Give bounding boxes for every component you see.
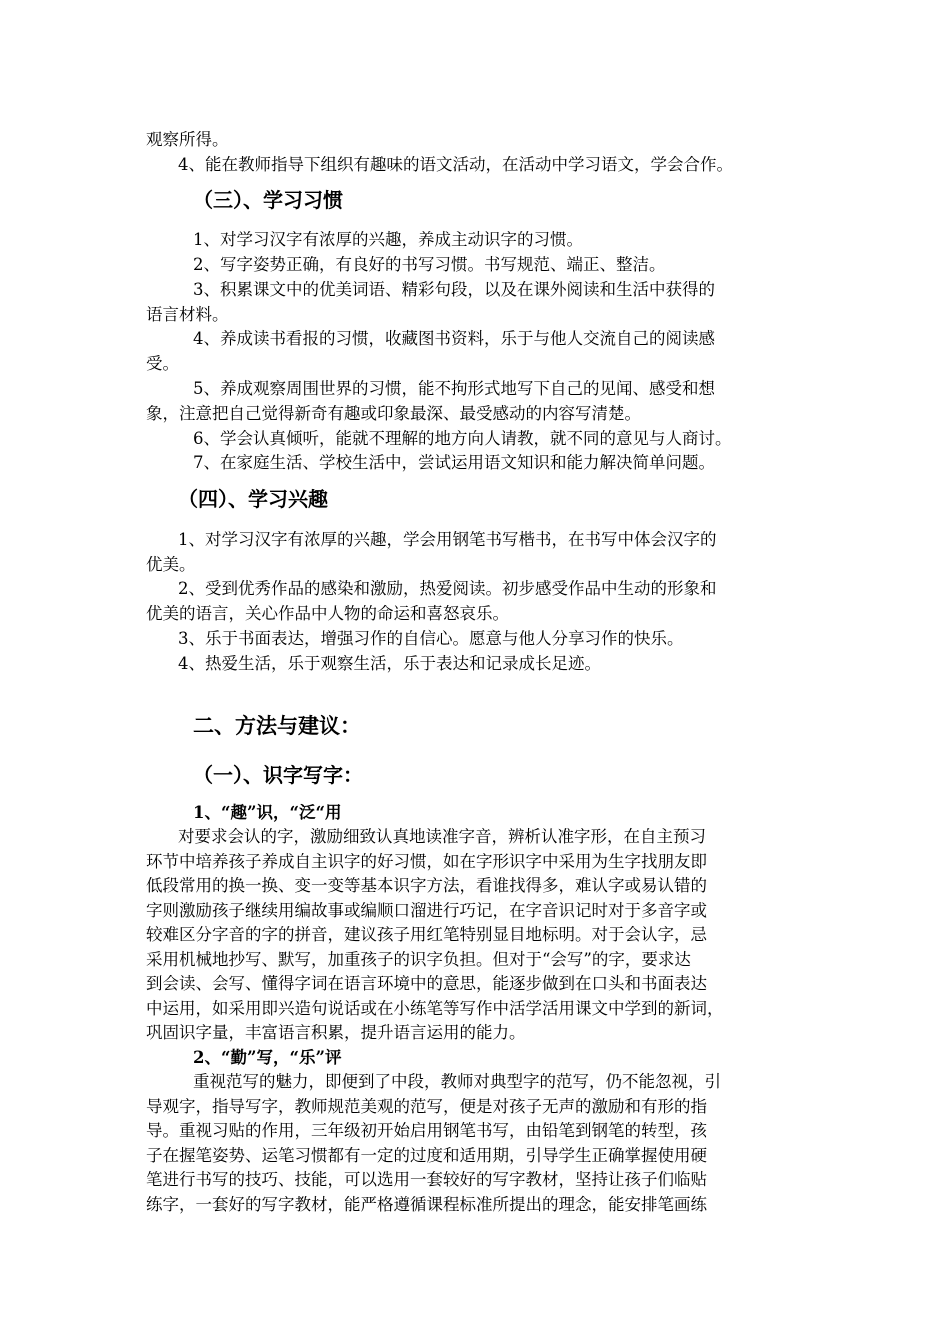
text-line: 优美的语言，关心作品中人物的命运和喜怒哀乐。: [146, 604, 509, 623]
text-line: 导观字，指导写字，教师规范美观的范写，便是对孩子无声的激励和有形的指: [146, 1097, 707, 1116]
text-line: 巩固识字量，丰富语言积累，提升语言运用的能力。: [146, 1023, 526, 1042]
text-line: 练字，一套好的写字教材，能严格遵循课程标准所提出的理念，能安排笔画练: [146, 1195, 707, 1214]
text-line: 4、热爱生活，乐于观察生活，乐于表达和记录成长足迹。: [178, 654, 601, 673]
text-line: 2、受到优秀作品的感染和激励，热爱阅读。初步感受作品中生动的形象和: [178, 579, 717, 598]
subsection-heading: 2、“勤”写，“乐”评: [193, 1048, 342, 1067]
text-line: 优美。: [146, 555, 196, 574]
text-line: 较难区分字音的字的拼音，建议孩子用红笔特别显目地标明。对于会认字，忌: [146, 925, 707, 944]
text-line: 导。重视习贴的作用，三年级初开始启用钢笔书写，由铅笔到钢笔的转型，孩: [146, 1121, 707, 1140]
text-line: 笔进行书写的技巧、技能，可以选用一套较好的写字教材，坚持让孩子们临贴: [146, 1170, 707, 1189]
text-line: 中运用，如采用即兴造句说话或在小练笔等写作中活学活用课文中学到的新词，: [146, 999, 724, 1018]
text-line: 4、能在教师指导下组织有趣味的语文活动，在活动中学习语文，学会合作。: [178, 155, 733, 174]
text-line: 语言材料。: [146, 305, 229, 324]
text-line: 4、养成读书看报的习惯，收藏图书资料，乐于与他人交流自己的阅读感: [193, 329, 715, 348]
subsection-heading: 1、“趣”识，“泛“用: [193, 803, 342, 822]
text-line: 受。: [146, 354, 179, 373]
text-line: 环节中培养孩子养成自主识字的好习惯，如在字形识字中采用为生字找朋友即: [146, 852, 707, 871]
text-line: 采用机械地抄写、默写，加重孩子的识字负担。但对于“会写”的字，要求达: [146, 950, 691, 969]
chapter-heading-methods: 二、方法与建议：: [193, 713, 361, 738]
text-line: 低段常用的换一换、变一变等基本识字方法，看谁找得多，难认字或易认错的: [146, 876, 707, 895]
text-line: 象，注意把自己觉得新奇有趣或印象最深、最受感动的内容写清楚。: [146, 404, 641, 423]
section-heading-habits: （三）、学习习惯: [193, 188, 343, 212]
text-line: 7、在家庭生活、学校生活中，尝试运用语文知识和能力解决简单问题。: [193, 453, 715, 472]
text-line: 5、养成观察周围世界的习惯，能不拘形式地写下自己的见闻、感受和想: [193, 379, 715, 398]
text-line: 3、乐于书面表达，增强习作的自信心。愿意与他人分享习作的快乐。: [178, 629, 684, 648]
text-line: 观察所得。: [146, 130, 229, 149]
text-line: 1、对学习汉字有浓厚的兴趣，养成主动识字的习惯。: [193, 230, 583, 249]
text-line: 3、积累课文中的优美词语、精彩句段，以及在课外阅读和生活中获得的: [193, 280, 715, 299]
text-line: 对要求会认的字，激励细致认真地读准字音，辨析认准字形，在自主预习: [178, 827, 706, 846]
text-line: 重视范写的魅力，即便到了中段，教师对典型字的范写，仍不能忽视，引: [193, 1072, 721, 1091]
section-heading-literacy: （一）、识字写字：: [193, 763, 363, 787]
text-line: 2、写字姿势正确，有良好的书写习惯。书写规范、端正、整洁。: [193, 255, 666, 274]
section-heading-interest: （四）、学习兴趣: [178, 487, 328, 511]
text-line: 字则激励孩子继续用编故事或编顺口溜进行巧记，在字音识记时对于多音字或: [146, 901, 707, 920]
text-line: 子在握笔姿势、运笔习惯都有一定的过度和适用期，引导学生正确掌握使用硬: [146, 1146, 707, 1165]
text-line: 到会读、会写、懂得字词在语言环境中的意思，能逐步做到在口头和书面表达: [146, 974, 707, 993]
text-line: 6、学会认真倾听，能就不理解的地方向人请教，就不同的意见与人商讨。: [193, 429, 732, 448]
text-line: 1、对学习汉字有浓厚的兴趣，学会用钢笔书写楷书，在书写中体会汉字的: [178, 530, 717, 549]
